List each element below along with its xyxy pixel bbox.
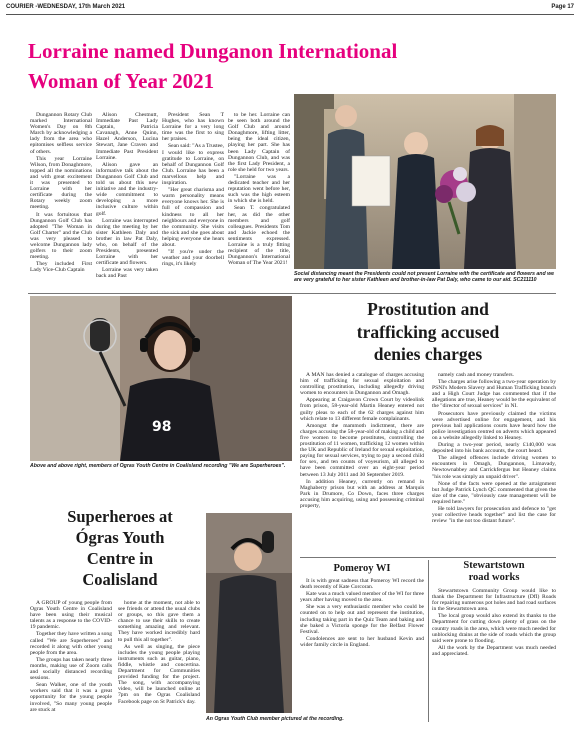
article-3-photo-2-caption: An Ogras Youth Club member pictured at the recording.	[206, 716, 344, 722]
article-3-headline: Superheroes at Ógras Youth Centre in Coalisland	[67, 507, 173, 589]
ogras-member-photo	[206, 513, 292, 713]
article-1-column-1: Dungannon Rotary Club marked International Women's Day on 8th March by acknowledging a lady from the area who epitomises selfless service of others. This year Lorraine Wilson, from Donaghmore, topped all the nominations and with great excitement it was presented to Lorraine with her certificate during the Rotary weekly zoom meeting. It was fortuitous that Dungannon Golf Club has adopted "The Woman in Golf Charter" and the Club was very pleased to welcome Dungannon lady golfers to their zoom meeting. They included First Lady Vice-Club Captain	[30, 112, 92, 274]
section-divider-2	[300, 557, 556, 558]
ogras-recording-photo	[30, 296, 292, 461]
article-1-column-2: Alison Chestnutt, Immediate Past Lady Captain, Patricia Cavanagh, Anne Quinn, Hazel Anderson, Lucina Stewart, Jane Craven and Immediate Past President Lorraine. Alison gave an informative talk about the Dungannon Golf Club and told us about this new initiative and the industry-wide commitment to developing a more inclusive culture within golf. Lorraine was interrupted during the meeting by her sister Kathleen Daly and brother in law Pat Daly, who, on behalf of the Presidents, presented Lorraine with her certificate and flowers. Lorraine was very taken back and Past	[96, 112, 158, 280]
article-1-photo-caption: Social distancing meant the Presidents could not present Lorraine with the certificate and flowers and we are very grateful to her sister Kathleen and brother-in-law Pat Daly, who came to our aid. SC211110	[294, 271, 555, 284]
article-5-headline: Stewartstown road works	[463, 560, 525, 583]
article-1-column-3: President Sean T Hughes, who has known Lorraine for a very long time was the first to sing her praises. Sean said: "As a Trustee, I would like to express gratitude to Lorraine, on behalf of Dungannon Golf Club. Lorraine has been a marvellous help and inspiration. "Her great charisma and warm personality means everyone knows her. She is full of compassion and kindness to all her neighbours and everyone in the community. She visits the sick and she goes about helping everyone she hears about. "If you're under the weather and your doorbell rings, it's likely	[162, 112, 224, 268]
column-divider	[428, 560, 429, 722]
article-3-column-2: home at the moment, not able to see friends or attend the usual clubs or groups, so this gave them a chance to use their skills to create something amazing and relevant. They have worked incredibly hard to pull this all together". As well as singing, the piece includes the young people playing instruments such as guitar, piano, fiddle, whistle and concertina. Department for Communities provided funding for the project. The song, with accompanying video, will be launched online at 7pm on the Ogras Coalisland Facebook page on St Patrick's day.	[118, 600, 200, 705]
page-number: Page 17	[551, 4, 574, 10]
article-2-headline: Prostitution and trafficking accused denies charges	[356, 299, 500, 364]
article-1-column-4: to be her. Lorraine can be seen both around the Golf Club and around Donaghmore, lifting litter, being the ideal citizen, playing her part. She has been Lady Captain of Dungannon Club, and was the first Lady President, a role she held for two years. "Lorraine was a dedicated teacher and her reputation went before her, such was the high esteem in which she is held. Sean T. congratulated her, as did the other members and golf colleagues. Presidents Tom and Jackie echoed the sentiments expressed. Lorraine is a truly fitting recipient of the title, Dungannon's International Woman of The Year 2021!	[228, 112, 290, 267]
article-3-column-1: A GROUP of young people from Ogras Youth Centre in Coalisland have been using their musical talents as a response to the COVID-19 pandemic. Together they have written a song called "We are Superheroes" and recorded it along with other young people from the area. The groups has taken nearly three months, making use of Zoom calls and socially distanced recording sessions. Sean Walker, one of the youth workers said that it was a great opportunity for the young people involved, "So many young people are stuck at	[30, 600, 112, 713]
article-1-headline-line-1: Lorraine named Dunganon International	[28, 39, 398, 63]
lorraine-certificate-photo	[294, 94, 556, 269]
article-2-column-2: namely cash and money transfers. The charges arise following a two-year operation by PSNI's Modern Slavery and Human Trafficking branch and a High Court Judge has commented that if the allegations are true, Heaney would be the equivalent of the "director of sexual services" in NI. Prosecutors have previously claimed the victims were advertised online for engagement, and his previous bail applications courts have heard how the police investigation centred on adverts which appeared on a website allegedly linked to Heaney. During a two-year period, nearly £140,000 was deposited into his bank accounts, the court heard. The alleged offences include driving women to encounters in Omagh, Dungannon, Limavady, Newtownabbey and Carrickfergus but Heaney claims "his role was simply an unpaid driver". None of the facts were opened at the arraignment but Judge Patrick Lynch QC commented that given the size of the case, "obviously case management will be required here." He told lawyers for prosecution and defence to "get your collective heads together" and list the case for review "in the not too distant future".	[432, 372, 556, 525]
article-1-headline-line-2: Woman of Year 2021	[28, 69, 215, 93]
svg-text:98: 98	[152, 419, 172, 435]
article-3-photo-caption: Above and above right, members of Ogras Youth Centre in Coalisland recording "We are Superheroes".	[30, 463, 286, 469]
article-4-headline: Pomeroy WI	[333, 563, 391, 574]
page-header	[6, 2, 574, 15]
article-4-body: It is with great sadness that Pomeroy WI record the death recently of Kate Corcoran. Kate was a much valued member of the WI for three years after having moved to the area. She was a very enthusiastic member who could be counted on to help out and represent the institution, including taking part in the Quiz Team and baking and she baked a Victoria sponge for the Belfast Flower Festival. Condolences are sent to her husband Kevin and wider family circle in England.	[300, 578, 424, 648]
article-2-column-1: A MAN has denied a catalogue of charges accusing him of trafficking for sexual exploitation and controlling prostitution, including allegedly driving women to encounters in Dungannon and Omagh. Appearing at Craigavon Crown Court by videolink from prison, 58-year-old Martin Heaney entered not guilty pleas to each of the 62 charges against him which relate to 13 different female complainants. Amongst the mammoth indictment, there are charges accusing the 58-year-old of making a child and five women to become prostitutes, controlling the prostitution of 11 women, trafficking 12 women within the UK and Republic of Ireland for sexual exploitation, paying for sexual services, trying to pay a second child for sex, and ten counts of voyeurism, all alleged to have been committed over an eight-year period between 13 July 2011 and 30 September 2019. In addition Heaney, currently on remand in Maghaberry prison but with an address at Marquis Park in Drumore, Co Down, faces three charges accusing him acquiring, using and possessing criminal property,	[300, 372, 424, 509]
publication-date: COURIER -WEDNESDAY, 17th March 2021	[6, 4, 126, 10]
article-5-body: Stewartstown Community Group would like to thank the Department for Infrastructure (DfI) Roads for repairing numerous pot holes and bad road surfaces in the Stewartstown area. The local group would also extend its thanks to the Department for cutting down plenty of grass on the country roads in the area, which were much needed for unblocking drains at the side of roads which the group said were prone to flooding. All the work by the Department was much needed and appreciated.	[432, 588, 556, 657]
section-divider	[28, 293, 556, 294]
